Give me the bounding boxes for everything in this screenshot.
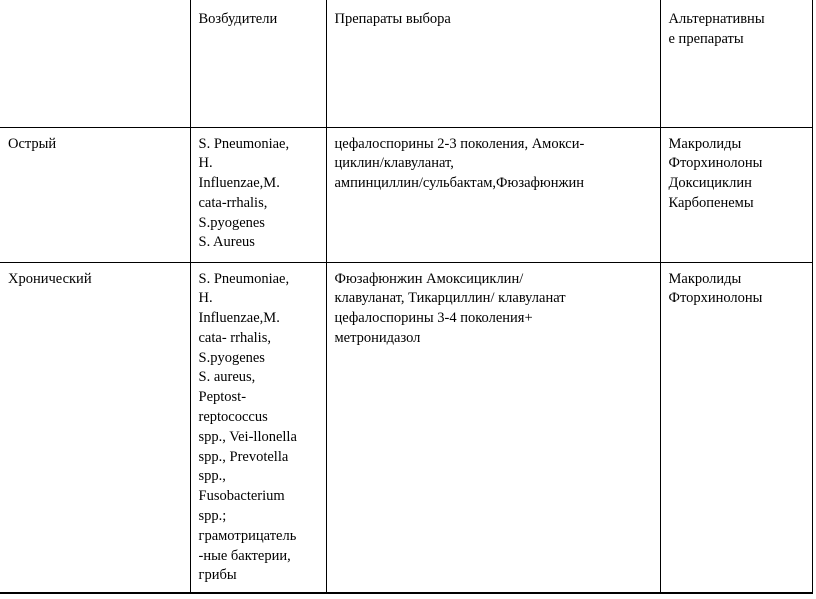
pathogen-line: spp.; [198,508,227,525]
drugs-of-choice-cell [326,262,660,593]
pathogen-line: S. Pneumoniae, [198,270,290,287]
pathogen-line: S. Aureus [198,234,255,251]
pathogen-line: Peptost- [198,389,247,406]
drug-line: клавуланат, Тикарциллин/ клавуланат [334,290,566,307]
alternatives-cell [660,127,812,262]
alternative-line: Макролиды [668,135,742,152]
header-alternatives [660,0,812,127]
header-condition-cell [0,0,190,127]
alternative-line: Макролиды [668,270,742,287]
pathogen-line: грамотрицатель [198,527,297,544]
pathogen-line: грибы [198,567,237,584]
pathogen-line: spp., Prevotella [198,448,289,465]
alternative-line: Карбопенемы [668,194,754,211]
pathogen-line: S.pyogenes [198,214,265,231]
alternative-line: Фторхинолоны [668,290,763,307]
header-drugs-of-choice: Препараты выбора [326,0,660,127]
pathogens-cell [190,262,326,593]
pathogen-line: spp., [198,468,226,485]
header-alternatives-line-1: Альтернативны [668,11,765,27]
drug-line: цефалоспорины 3-4 поколения+ [334,310,533,327]
pathogen-line: -ные бактерии, [198,547,291,564]
drug-line: Фюзафюнжин Амоксициклин/ [334,270,524,287]
pathogen-line: S.pyogenes [198,349,265,366]
table-header-row [0,0,812,127]
drug-line: ампинциллин/сульбактам,Фюзафюнжин [334,175,585,192]
drug-line: циклин/клавуланат, [334,155,454,172]
pathogen-line: spp., Vei-llonella [198,428,297,445]
pathogen-line: cata-rrhalis, [198,194,268,211]
alternatives-cell [660,262,812,593]
pathogen-line: cata- rrhalis, [198,329,271,346]
drug-line: метронидазол [334,329,421,346]
pathogen-line: Influenzae,M. [198,310,280,327]
header-pathogens: Возбудители [190,0,326,127]
condition-cell: Острый [0,127,190,262]
drugs-of-choice-cell [326,127,660,262]
pathogen-line: S. Pneumoniae, [198,135,290,152]
condition-cell: Хронический [0,262,190,593]
alternative-line: Доксициклин [668,175,752,192]
pathogen-line: reptococcus [198,409,268,426]
pathogen-line: Fusobacterium [198,488,285,505]
pathogens-cell [190,127,326,262]
pathogen-line: S. aureus, [198,369,256,386]
pathogen-line: Influenzae,M. [198,175,280,192]
table-row-acute [0,127,812,262]
pathogen-line: H. [198,290,213,307]
alternative-line: Фторхинолоны [668,155,763,172]
header-alternatives-line-2: е препараты [668,30,744,47]
table-row-chronic [0,262,812,593]
pathogen-line: H. [198,155,213,172]
drug-line: цефалоспорины 2-3 поколения, Амокси- [334,135,585,152]
